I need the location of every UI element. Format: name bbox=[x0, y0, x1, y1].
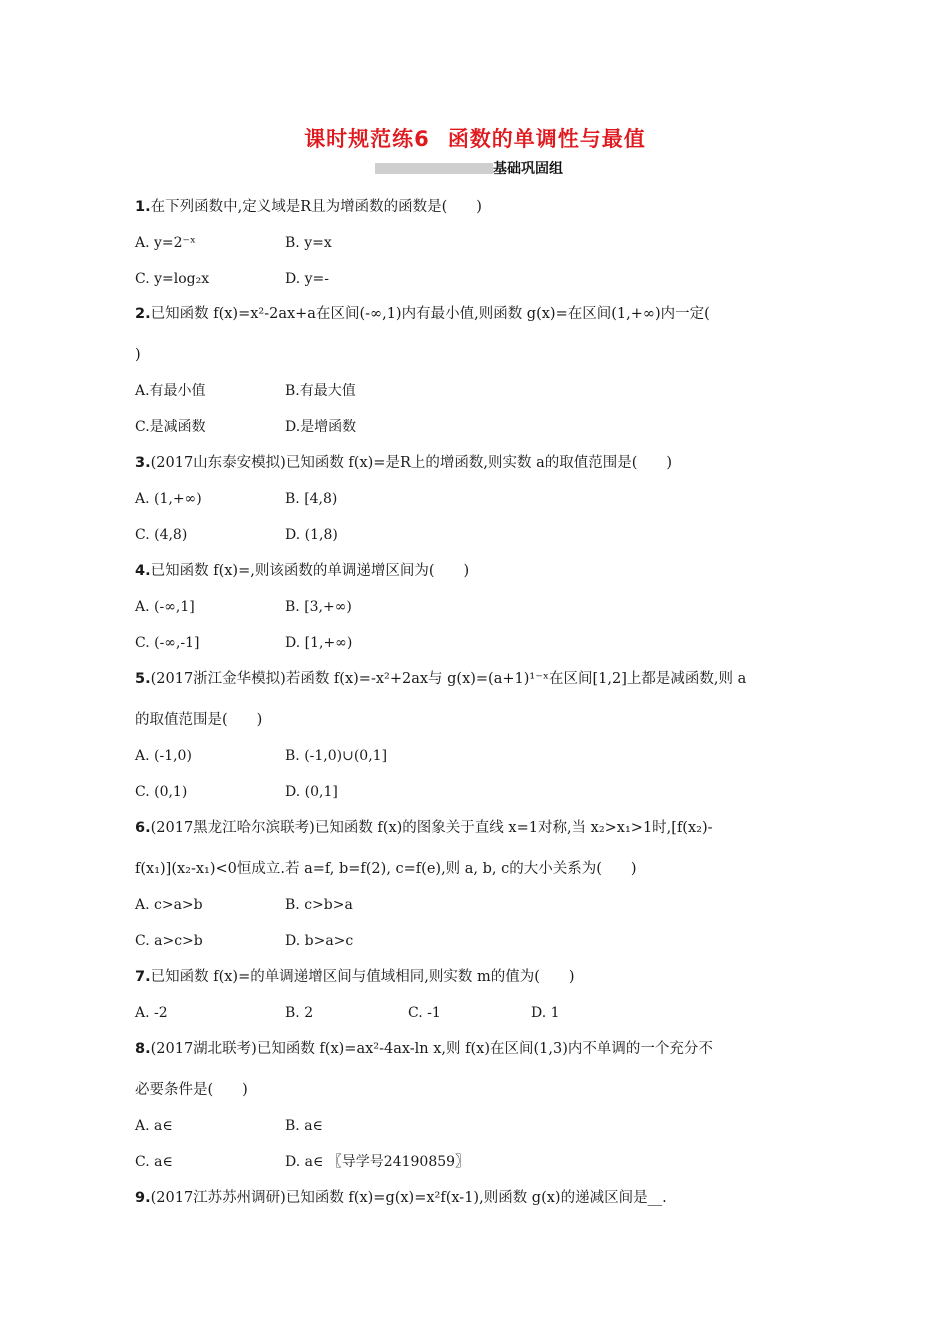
title-main: 课时规范练6 bbox=[304, 127, 430, 151]
question-number: 4. bbox=[135, 563, 151, 579]
q6-option-c: C. a>c>b bbox=[135, 933, 203, 949]
question-text: (2017山东泰安模拟)已知函数 f(x)=是R上的增函数,则实数 a的取值范围是( ) bbox=[150, 455, 673, 471]
q3-option-b: B. [4,8) bbox=[285, 491, 338, 507]
question-2-cont: ) bbox=[135, 347, 141, 363]
question-text: 已知函数 f(x)=,则该函数的单调递增区间为( ) bbox=[150, 563, 470, 579]
question-number: 8. bbox=[135, 1041, 151, 1057]
question-number: 9. bbox=[135, 1190, 151, 1206]
q3-option-d: D. (1,8) bbox=[285, 527, 338, 543]
question-5-cont: 的取值范围是( ) bbox=[135, 712, 263, 728]
q7-option-c: C. -1 bbox=[408, 1005, 441, 1021]
question-2 bbox=[135, 304, 710, 324]
q6-option-d: D. b>a>c bbox=[285, 933, 354, 949]
question-number: 6. bbox=[135, 820, 151, 836]
question-6 bbox=[135, 818, 713, 838]
section-bar bbox=[375, 163, 493, 174]
question-7 bbox=[135, 967, 575, 987]
q8-option-a: A. a∈ bbox=[135, 1118, 173, 1134]
q8-option-d bbox=[285, 1152, 469, 1172]
q4-option-d: D. [1,+∞) bbox=[285, 635, 353, 651]
question-5 bbox=[135, 669, 746, 689]
q2-option-d: D.是增函数 bbox=[285, 419, 357, 435]
question-6-cont: f(x₁)](x₂-x₁)<0恒成立.若 a=f, b=f(2), c=f(e),则 a, b, c的大小关系为( ) bbox=[135, 861, 637, 877]
question-number: 1. bbox=[135, 199, 151, 215]
question-number: 7. bbox=[135, 969, 151, 985]
question-4 bbox=[135, 561, 469, 581]
q7-option-d: D. 1 bbox=[531, 1005, 560, 1021]
question-text: 已知函数 f(x)=的单调递增区间与值域相同,则实数 m的值为( ) bbox=[150, 969, 575, 985]
page-title bbox=[0, 123, 950, 153]
question-number: 5. bbox=[135, 671, 151, 687]
question-text: 已知函数 f(x)=x²-2ax+a在区间(-∞,1)内有最小值,则函数 g(x)=在区间(1,+∞)内一定( bbox=[150, 306, 710, 322]
title-sub: 函数的单调性与最值 bbox=[447, 127, 646, 151]
question-8 bbox=[135, 1039, 713, 1059]
q5-option-d: D. (0,1] bbox=[285, 784, 338, 800]
q6-option-a: A. c>a>b bbox=[135, 897, 203, 913]
q2-option-a: A.有最小值 bbox=[135, 383, 206, 399]
q1-option-d: D. y=- bbox=[285, 271, 329, 287]
question-3 bbox=[135, 453, 672, 473]
q7-option-b: B. 2 bbox=[285, 1005, 314, 1021]
question-number: 3. bbox=[135, 455, 151, 471]
question-number: 2. bbox=[135, 306, 151, 322]
q8-option-c: C. a∈ bbox=[135, 1154, 173, 1170]
question-9 bbox=[135, 1188, 667, 1208]
q4-option-a: A. (-∞,1] bbox=[135, 599, 195, 615]
option-label: D. a∈ bbox=[285, 1154, 324, 1170]
q3-option-a: A. (1,+∞) bbox=[135, 491, 202, 507]
q6-option-b: B. c>b>a bbox=[285, 897, 353, 913]
q1-option-b: B. y=x bbox=[285, 235, 332, 251]
question-1 bbox=[135, 197, 482, 217]
question-text: (2017黑龙江哈尔滨联考)已知函数 f(x)的图象关于直线 x=1对称,当 x₂>x₁>1时,[f(x₂)- bbox=[150, 820, 713, 836]
question-text: (2017湖北联考)已知函数 f(x)=ax²-4ax-ln x,则 f(x)在区间(1,3)内不单调的一个充分不 bbox=[150, 1041, 713, 1057]
q5-option-b: B. (-1,0)∪(0,1] bbox=[285, 748, 388, 764]
q7-option-a: A. -2 bbox=[135, 1005, 168, 1021]
q2-option-b: B.有最大值 bbox=[285, 383, 356, 399]
question-text: (2017江苏苏州调研)已知函数 f(x)=g(x)=x²f(x-1),则函数 g(x)的递减区间是__. bbox=[150, 1190, 667, 1206]
q1-option-a: A. y=2⁻ˣ bbox=[135, 235, 196, 251]
q1-option-c: C. y=log₂x bbox=[135, 271, 210, 287]
question-8-cont: 必要条件是( ) bbox=[135, 1082, 248, 1098]
section-label: 基础巩固组 bbox=[493, 161, 563, 177]
q4-option-b: B. [3,+∞) bbox=[285, 599, 352, 615]
q3-option-c: C. (4,8) bbox=[135, 527, 188, 543]
q2-option-c: C.是减函数 bbox=[135, 419, 206, 435]
question-text: 在下列函数中,定义域是R且为增函数的函数是( ) bbox=[150, 199, 482, 215]
reference-number: 〖导学号24190859〗 bbox=[327, 1154, 470, 1170]
q5-option-a: A. (-1,0) bbox=[135, 748, 192, 764]
q4-option-c: C. (-∞,-1] bbox=[135, 635, 200, 651]
q8-option-b: B. a∈ bbox=[285, 1118, 323, 1134]
q5-option-c: C. (0,1) bbox=[135, 784, 188, 800]
question-text: (2017浙江金华模拟)若函数 f(x)=-x²+2ax与 g(x)=(a+1)¹⁻ˣ在区间[1,2]上都是减函数,则 a bbox=[150, 671, 747, 687]
